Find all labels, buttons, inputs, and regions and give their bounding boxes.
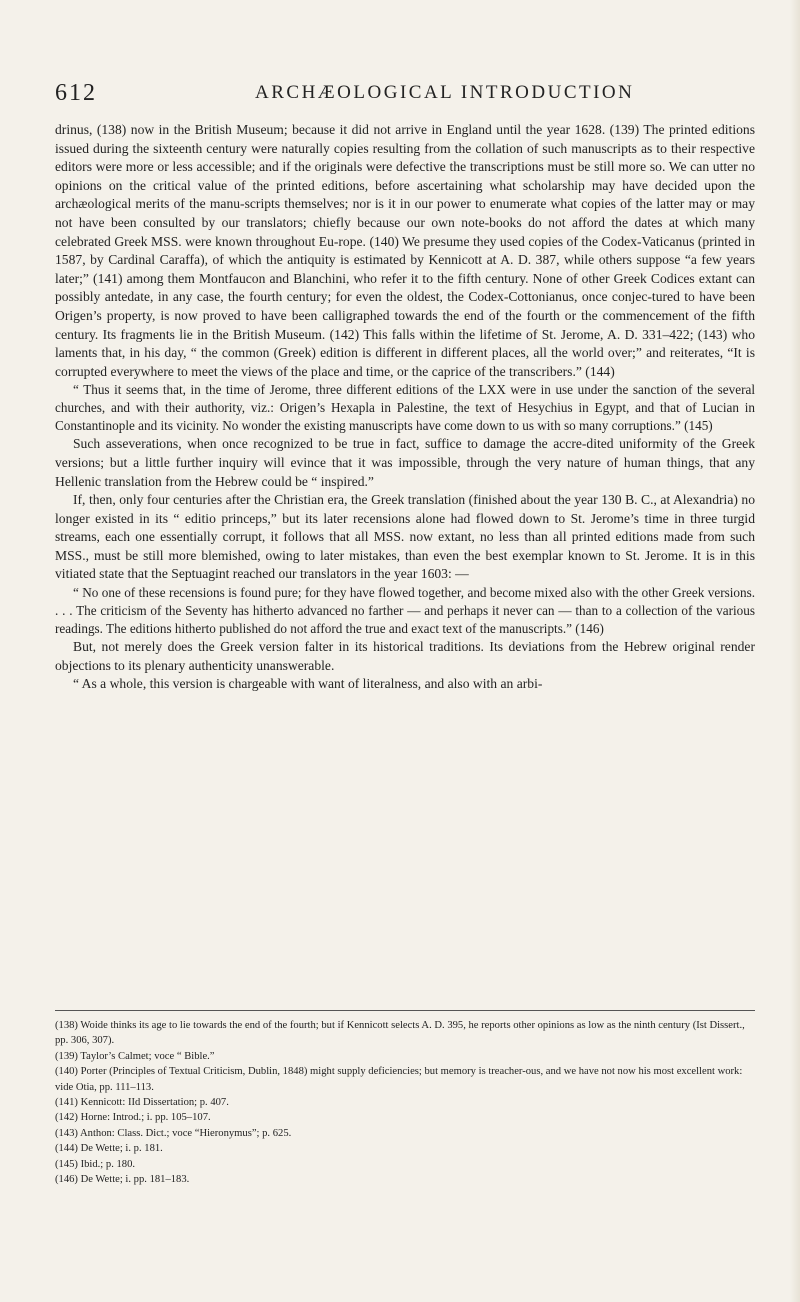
paragraph: drinus, (138) now in the British Museum; because it did not arrive in England until the year 1628. (139) The printed editions issued during the sixteenth century were naturally copies resulting from the collation of such manuscripts as to their respective editors were more or less accessible; and if the originals were defective the transcriptions must be still more so. We can utter no opinions on the critical value of the printed editions, before ascertaining what scholarship may have decided upon the archæological merits of the manu-scripts themselves; nor is it in our power to enumerate what copies of the latter may or may not have been consulted by our translators; chiefly because our own note-books do not afford the dates at which many celebrated Greek MSS. were known throughout Eu-rope. (140) We presume they used copies of the Codex-Vaticanus (printed in 1587, by Cardinal Caraffa), of which the antiquity is estimated by Kennicott at A. D. 387, while others suppose “a few years later;” (141) among them Montfaucon and Blanchini, who refer it to the fifth century. None of other Greek Codices extant can possibly antedate, in any case, the fourth century; for even the oldest, the Codex-Cottonianus, once conjec-tured to have been Origen’s property, is now proved to have been calligraphed towards the end of the fourth or the commencement of the fifth century. Its fragments lie in the British Museum. (142) This falls within the lifetime of St. Jerome, A. D. 331–422; (143) who laments that, in his day, “ the common (Greek) edition is different in different places, all the world over;” and reiterates, “It is corrupted everywhere to meet the views of the place and time, or the caprice of the transcribers.” (144): [55, 122, 755, 379]
footnote: (144) De Wette; i. p. 181.: [55, 1143, 163, 1155]
footnote-divider: [55, 1010, 755, 1011]
running-title: ARCHÆOLOGICAL INTRODUCTION: [255, 82, 635, 103]
paragraph: If, then, only four centuries after the Christian era, the Greek translation (finished about the year 130 B. C., at Alexandria) no longer existed in its “ editio princeps,” but its later recensions alone had flowed down to St. Jerome’s time in three turgid streams, each one essentially corrupt, it follows that all MSS. now extant, no less than all printed editions made from such MSS., must be still more blemished, owing to later mistakes, than even the best exemplar known to St. Jerome. It is in this vitiated state that the Septuagint reached our translators in the year 1603: —: [55, 492, 755, 582]
footnote: (139) Taylor’s Calmet; voce “ Bible.”: [55, 1050, 215, 1062]
footnote: (145) Ibid.; p. 180.: [55, 1158, 136, 1170]
block-quote: “ No one of these recensions is found pure; for they have flowed together, and become mixed also with the other Greek versions. . . . The criticism of the Seventy has hitherto advanced no farther — and perhaps it never can — than to a collection of the various readings. The editions hitherto published do not afford the true and exact text of the manuscripts.” (146): [55, 585, 755, 637]
paragraph: But, not merely does the Greek version falter in its historical traditions. Its deviations from the Hebrew original render objections to its plenary authenticity unanswerable.: [55, 639, 755, 673]
footnote: (140) Porter (Principles of Textual Criticism, Dublin, 1848) might supply deficiencies; but memory is treacher-ous, and we have not now his most excellent work: vide Otia, pp. 111–113.: [55, 1066, 743, 1093]
paragraph: Such asseverations, when once recognized to be true in fact, suffice to damage the accre-dited uniformity of the Greek versions; but a little further inquiry will evince that it was impossible, through the very nature of human things, that any Hellenic translation from the Hebrew could be “ inspired.”: [55, 436, 755, 489]
page-number: 612: [55, 80, 97, 106]
block-quote: “ Thus it seems that, in the time of Jerome, three different editions of the LXX were in use under the sanction of the several churches, and with their authority, viz.: Origen’s Hexapla in Palestine, the text of Hesychius in Egypt, and that of Lucian in Constantinople and its vicinity. No wonder the existing manuscripts have come down to us with so many corruptions.” (145): [55, 382, 755, 434]
paragraph: “ As a whole, this version is chargeable with want of literalness, and also with an arbi-: [73, 676, 543, 692]
footnote: (146) De Wette; i. pp. 181–183.: [55, 1174, 190, 1186]
page-header: [55, 80, 745, 110]
footnotes: [55, 1018, 755, 1187]
footnote: (141) Kennicott: IId Dissertation; p. 407.: [55, 1097, 229, 1109]
footnote: (143) Anthon: Class. Dict.; voce “Hieronymus”; p. 625.: [55, 1127, 292, 1139]
footnote: (142) Horne: Introd.; i. pp. 105–107.: [55, 1112, 211, 1124]
footnote: (138) Woide thinks its age to lie towards the end of the fourth; but if Kennicott selects A. D. 395, he reports other opinions as low as the ninth century (Ist Dissert., pp. 306, 307).: [55, 1020, 745, 1047]
page-edge: [790, 0, 800, 1302]
main-text: [55, 121, 755, 694]
